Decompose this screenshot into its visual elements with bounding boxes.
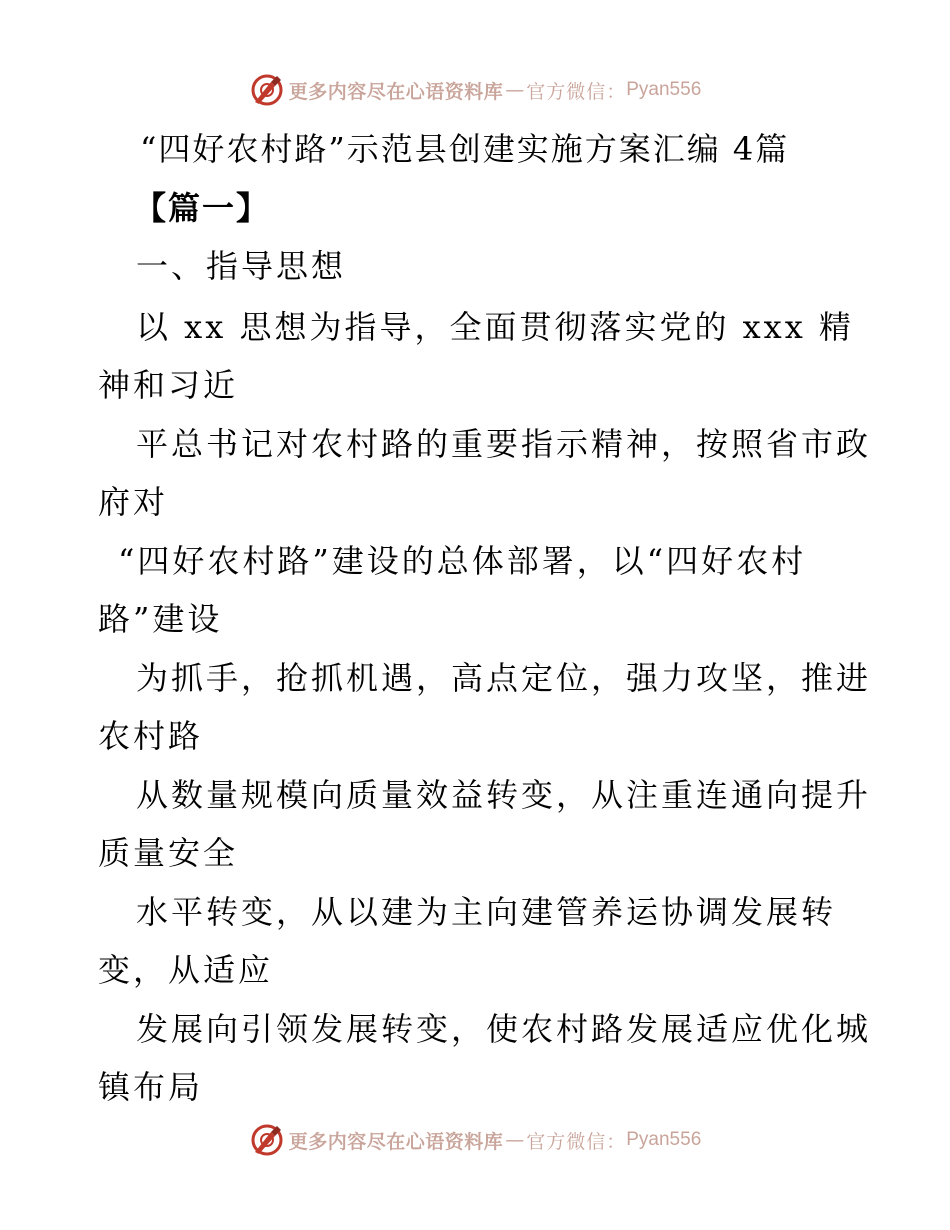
paragraph-line: 从数量规模向质量效益转变，从注重连通向提升 [136,776,872,814]
watermark-id: Pyan556 [626,79,702,100]
paragraph-line: 水平转变，从以建为主向建管养运协调发展转 [136,893,837,931]
section-label: 【篇一】 [134,189,271,227]
paragraph-line: 神和习近 [98,366,239,404]
watermark-brand: 更多内容尽在心语资料库 [288,1130,504,1153]
watermark-header [0,70,950,110]
paragraph-line: 府对 [98,483,169,521]
watermark-dash: — [505,1129,525,1151]
paragraph-line: 发展向引领发展转变，使农村路发展适应优化城 [136,1010,872,1048]
section-heading: 一、指导思想 [136,247,347,285]
watermark-id: Pyan556 [626,1129,702,1150]
paragraph-line: 农村路 [98,717,204,755]
document-title: “四好农村路”示范县创建实施方案汇编 4篇 [140,130,790,168]
paragraph-line: 以 xx 思想为指导，全面贯彻落实党的 xxx 精 [136,308,854,346]
watermark-brand: 更多内容尽在心语资料库 [288,80,504,103]
paragraph-line: 变，从适应 [98,951,274,989]
pen-logo-icon [249,1122,285,1158]
watermark-footer [0,1120,950,1160]
watermark-official: 官方微信： [526,80,627,103]
watermark-dash: — [505,79,525,101]
pen-logo-icon [249,72,285,108]
paragraph-line: 路”建设 [98,600,223,638]
paragraph-line: “四好农村路”建设的总体部署，以“四好农村 [118,542,807,580]
paragraph-line: 质量安全 [98,834,239,872]
paragraph-line: 平总书记对农村路的重要指示精神，按照省市政 [136,425,872,463]
watermark-official: 官方微信： [526,1130,627,1153]
paragraph-line: 镇布局 [98,1068,204,1106]
paragraph-line: 为抓手，抢抓机遇，高点定位，强力攻坚，推进 [136,659,872,697]
